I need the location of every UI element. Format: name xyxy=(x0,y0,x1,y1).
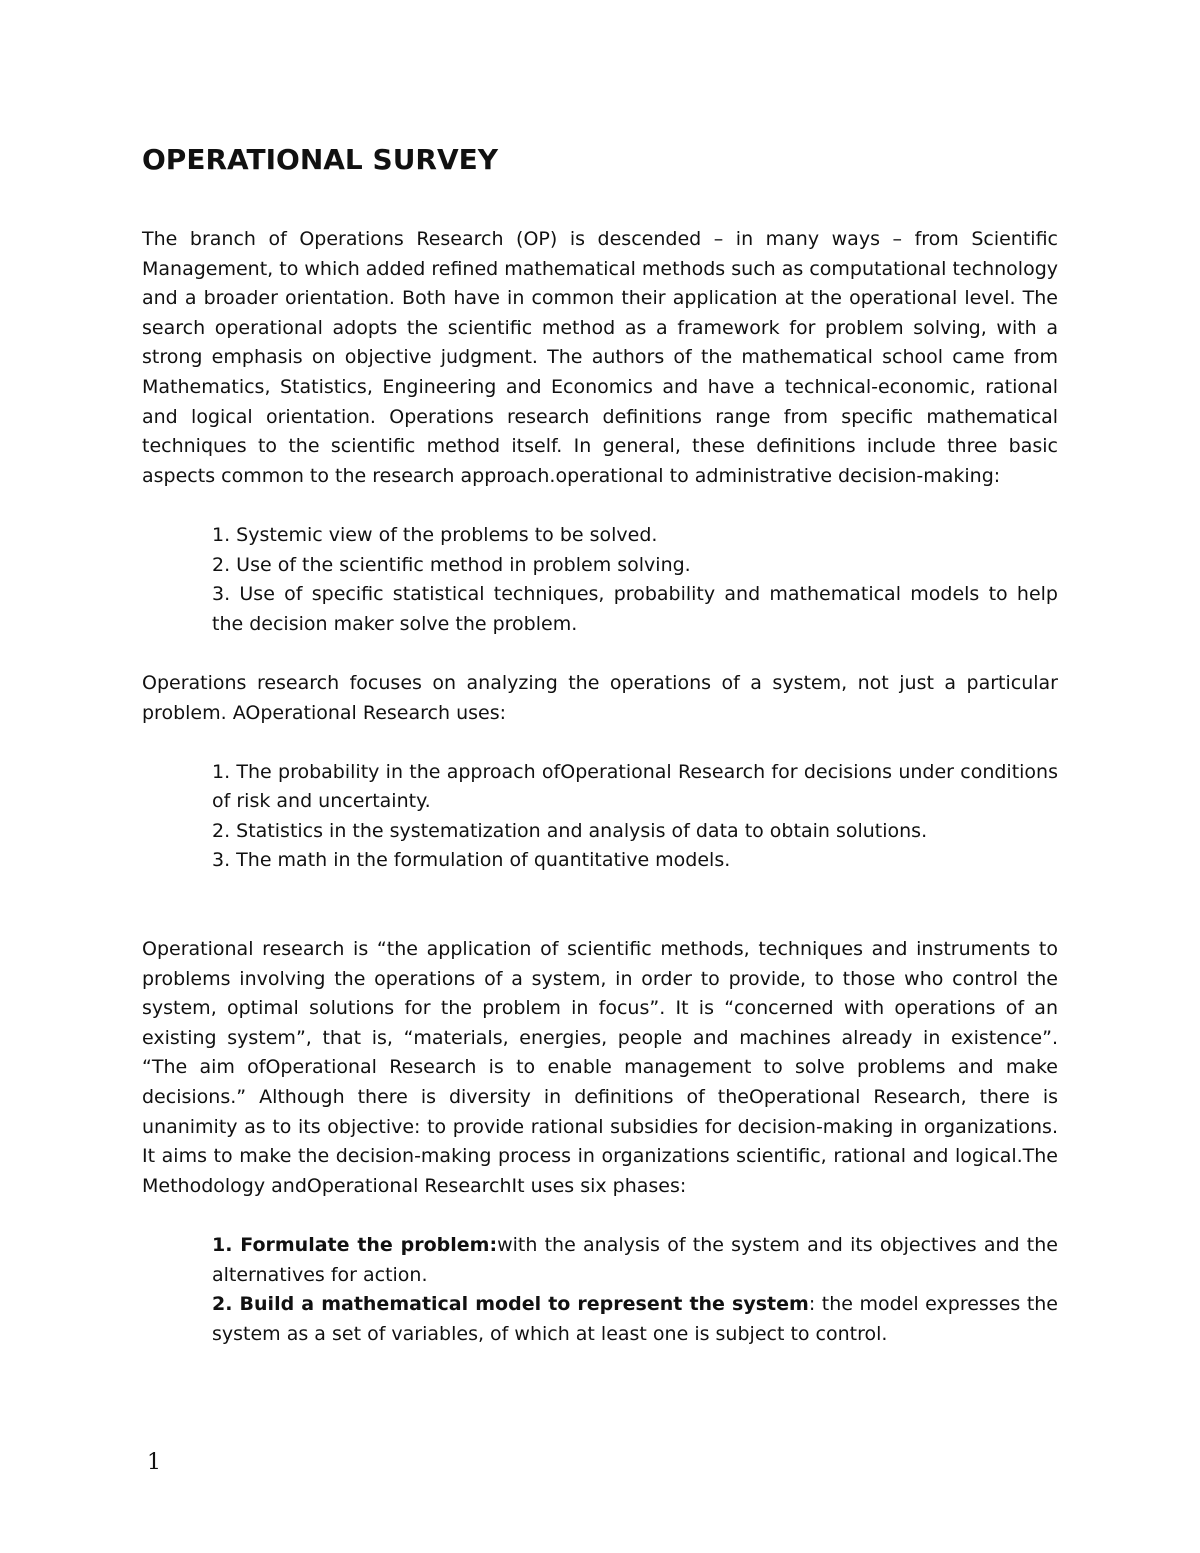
list-item: 1. Systemic view of the problems to be solved. xyxy=(212,523,658,546)
spacer xyxy=(142,639,1058,669)
list-item: 2. Statistics in the systematization and analysis of data to obtain solutions. xyxy=(212,819,928,842)
phase-text: with the analysis of the system and its objectives and the alternatives for action. xyxy=(212,1234,1058,1286)
phases-list xyxy=(142,1231,1058,1349)
spacer xyxy=(142,1201,1058,1231)
document-title: OPERATIONAL SURVEY xyxy=(142,143,499,176)
focus-paragraph: Operations research focuses on analyzing the operations of a system, not just a particular problem. AOperational Research uses: xyxy=(142,671,1058,724)
phase-text: : the model expresses the system as a set of variables, of which at least one is subject to control. xyxy=(212,1293,1058,1345)
document-body xyxy=(142,225,1058,1349)
aspects-list xyxy=(142,521,1058,639)
list-item-phase xyxy=(212,1290,1058,1349)
phase-label: 1. Formulate the problem: xyxy=(212,1234,498,1256)
spacer xyxy=(142,876,1058,935)
list-item: 2. Use of the scientific method in problem solving. xyxy=(212,553,691,576)
spacer xyxy=(142,728,1058,758)
phase-label: 2. Build a mathematical model to represent the system xyxy=(212,1293,809,1316)
list-item: 1. The probability in the approach ofOperational Research for decisions under conditions of risk and uncertainty. xyxy=(212,760,1058,813)
uses-list xyxy=(142,758,1058,876)
list-item: 3. Use of specific statistical techniques, probability and mathematical models to help the decision maker solve the problem. xyxy=(212,583,1058,635)
definition-paragraph: Operational research is “the application of scientific methods, techniques and instruments to problems involving the operations of a system, in order to provide, to those who control the system, optimal solutions for the problem in focus”. It is “concerned with operations of an existing system”, that is, “materials, energies, people and machines already in existence”. “The aim ofOperational Research is to enable management to solve problems and make decisions.” Although there is diversity in definitions of theOperational Research, there is unanimity as to its objective: to provide rational subsidies for decision-making in organizations. It aims to make the decision-making process in organizations scientific, rational and logical.The Methodology andOperational ResearchIt uses six phases: xyxy=(142,938,1058,1197)
spacer xyxy=(142,491,1058,521)
list-item: 3. The math in the formulation of quantitative models. xyxy=(212,849,731,872)
list-item-phase xyxy=(212,1231,1058,1290)
intro-paragraph: The branch of Operations Research (OP) is descended – in many ways – from Scientific Management, to which added refined mathematical methods such as computational technology and a broader orientation. Both have in common their application at the operational level. The search operational adopts the scientific method as a framework for problem solving, with a strong emphasis on objective judgment. The authors of the mathematical school came from Mathematics, Statistics, Engineering and Economics and have a technical-economic, rational and logical orientation. Operations research definitions range from specific mathematical techniques to the scientific method itself. In general, these definitions include three basic aspects common to the research approach.operational to administrative decision-making: xyxy=(142,228,1058,487)
page-number: 1 xyxy=(147,1450,161,1475)
